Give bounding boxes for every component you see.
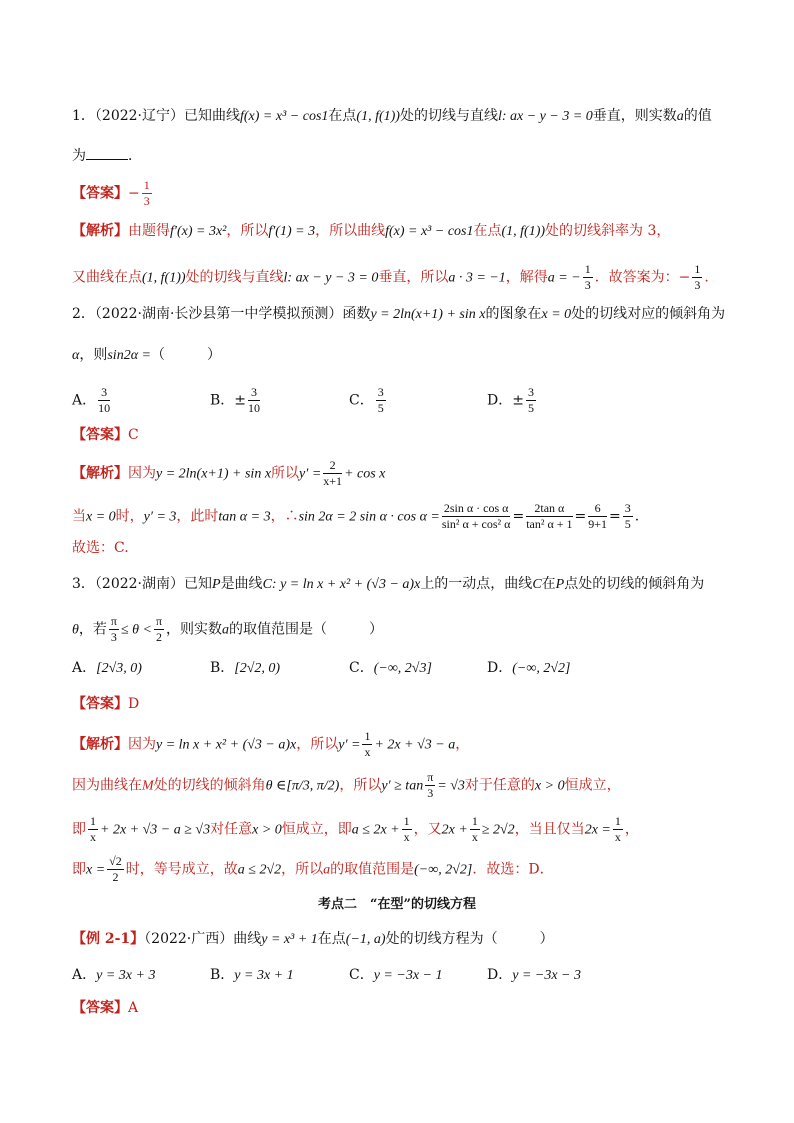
q3-option-b[interactable] [210, 657, 280, 677]
sol-math: x > 0 [534, 778, 565, 794]
option-label: B． [210, 660, 235, 676]
frac-den: 3 [143, 194, 150, 208]
sol-text: ， [624, 821, 639, 838]
frac-den: 5 [377, 401, 384, 415]
sol-math: f′(x) = 3x² [170, 224, 227, 239]
sol-text: ，所以 [296, 736, 339, 753]
frac-num: 2sin α · cos α [443, 501, 509, 515]
q3-text: 的取值范围是（ ） [229, 621, 384, 638]
q3-answer [72, 694, 139, 714]
frac-num: 1 [614, 814, 621, 828]
ex21-line1 [72, 929, 554, 950]
q3-text: ，则实数 [166, 621, 223, 638]
sol-math: (1, f(1)) [501, 224, 546, 239]
option-fraction [526, 385, 536, 416]
option-sign: ± [234, 392, 247, 409]
sol-math: y′ = [338, 737, 361, 753]
sol-math: (−∞, 2√2] [414, 862, 473, 878]
answer-sign: − [128, 185, 140, 202]
sol-text: 即 [72, 861, 86, 878]
q2-option-b[interactable] [210, 385, 262, 416]
frac-num: 3 [624, 501, 631, 515]
sol-text: 时，等号成立，故 [125, 861, 238, 878]
q2-solution-line2 [72, 501, 639, 532]
option-label: D． [487, 967, 513, 983]
sol-math: a · 3 = −1 [448, 270, 506, 286]
q3-ineq: ≤ θ < [120, 622, 152, 638]
frac-num: 2tan α [526, 501, 572, 517]
sol-text: 即 [72, 821, 86, 838]
sol-text: 恒成立，即 [281, 821, 352, 838]
q1-answer-blank [86, 145, 128, 160]
option-value: (−∞, 2√2] [512, 661, 571, 676]
frac-num: 3 [377, 385, 384, 399]
sol-text: ，所以曲线 [315, 223, 386, 239]
sol-text: 因为曲线在 [72, 777, 142, 794]
option-label: D． [487, 392, 513, 409]
q3-text: 点处的切线的倾斜角为 [564, 576, 705, 592]
q2-text: ，则 [79, 347, 108, 363]
frac-den: x [614, 830, 621, 844]
q3-text: ，若 [78, 621, 107, 638]
frac-den: x [471, 830, 478, 844]
sol-text: 又曲线在点 [72, 269, 142, 286]
sol-fraction [425, 770, 435, 801]
q3-solution-line2 [72, 770, 621, 801]
sol-math: a ≤ 2√2 [237, 862, 282, 878]
answer-tag: 【答案】 [72, 1000, 128, 1016]
frac-num: 1 [90, 814, 96, 828]
sol-math: 2x + [441, 822, 468, 838]
sol-math: y = 2ln(x+1) + sin x [156, 466, 272, 482]
frac-num: 1 [143, 178, 150, 192]
sol-text: ，所以 [339, 777, 382, 794]
option-label: A． [72, 660, 97, 676]
sol-math: l: ax − y − 3 = 0 [283, 270, 379, 286]
q1-text: 处的切线与直线 [399, 108, 498, 124]
option-value: (−∞, 2√3] [373, 661, 432, 676]
q2-option-c[interactable] [349, 385, 388, 416]
q3-fraction [154, 614, 164, 645]
option-value: y = 3x + 3 [96, 968, 156, 983]
ex-text: 处的切线方程为（ ） [385, 931, 554, 947]
sol-math: θ ∈ [265, 778, 287, 794]
q1-text: 1．（2022·辽宁）已知曲线 [72, 108, 240, 124]
sol-text: 在点 [473, 223, 502, 239]
sol-math: (1, f(1)) [142, 270, 186, 286]
sol-fraction [470, 814, 480, 845]
frac-num: π [155, 614, 163, 628]
ex21-option-a[interactable] [72, 964, 155, 984]
frac-den: tan² α + 1 [526, 517, 573, 531]
frac-num: 1 [584, 262, 591, 276]
option-sign: ± [512, 392, 524, 409]
frac-den: 5 [527, 401, 534, 415]
sol-text: ，又 [413, 821, 442, 838]
option-fraction [248, 385, 260, 416]
sol-text: 对于任意的 [464, 777, 535, 794]
q2-function: y = 2ln(x+1) + sin x [370, 307, 486, 322]
ex21-answer [72, 998, 138, 1018]
q3-option-a[interactable] [72, 657, 142, 677]
q3-solution-line1 [72, 729, 469, 760]
option-value: [2√3, 0) [96, 661, 142, 676]
sol-math: y′ = 3 [143, 509, 177, 525]
sol-text: . [634, 508, 640, 525]
sol-var: a [323, 862, 331, 878]
q2-line1 [72, 304, 725, 325]
sol-math: y′ ≥ tan [381, 778, 424, 794]
sol-math: x > 0 [252, 822, 282, 838]
ex-text: （2022·广西）曲线 [144, 931, 262, 947]
option-value: y = −3x − 1 [373, 968, 443, 983]
sol-math: a = − [547, 270, 581, 286]
sol-fraction [692, 262, 702, 293]
q2-solution-line3 [72, 538, 129, 558]
sol-equals: = [574, 508, 587, 525]
q2-text: 的图象在 [485, 306, 542, 322]
sol-text: 当 [72, 508, 86, 525]
sol-fraction [402, 814, 412, 845]
sol-math: tan α = 3 [218, 509, 271, 525]
option-label: D． [487, 660, 513, 676]
frac-num: π [427, 770, 434, 784]
sol-text: 处的切线斜率为 3， [545, 223, 671, 239]
q3-var: C [532, 577, 542, 592]
sol-fraction [323, 458, 342, 489]
q2-x: x = 0 [541, 307, 572, 322]
q3-line2 [72, 614, 383, 645]
sol-text: 恒成立， [564, 777, 621, 794]
q3-var: P [555, 577, 565, 592]
frac-den: x [364, 745, 371, 759]
sol-text: ．故答案为：− [594, 269, 691, 286]
sol-text: ．故选：D． [472, 861, 554, 878]
q3-line1 [72, 574, 704, 595]
q3-var: P [212, 577, 221, 592]
q1-line-eq: l: ax − y − 3 = 0 [497, 109, 593, 124]
q3-solution-line3 [72, 814, 639, 845]
q1-line1 [72, 106, 712, 127]
ex-curve: y = x³ + 1 [261, 932, 318, 947]
section-heading: 考点二 “在型”的切线方程 [318, 897, 476, 912]
frac-den: x [90, 830, 96, 844]
frac-num: 3 [248, 385, 260, 401]
q2-text: 2．（2022·湖南·长沙县第一中学模拟预测）函数 [72, 306, 371, 322]
q2-option-a[interactable] [72, 385, 112, 416]
example-tag: 【例 2-1】 [72, 931, 145, 947]
q1-text: 在点 [328, 108, 357, 124]
sol-interval: [π/3, π/2) [286, 778, 340, 794]
sol-math: a ≤ 2x + [351, 822, 400, 838]
sol-text: 因为 [128, 465, 156, 482]
q1-text: 为 [72, 148, 86, 164]
option-label: A． [72, 967, 97, 983]
frac-num: 2 [323, 458, 342, 474]
q3-text: 上的一动点，曲线 [420, 576, 533, 592]
frac-den: 3 [427, 786, 434, 800]
answer-value: A [128, 1000, 139, 1016]
sol-text: 处的切线与直线 [185, 269, 284, 286]
q1-line2 [72, 145, 142, 166]
sol-math: f(x) = x³ − cos1 [385, 224, 474, 239]
q2-solution-line1 [72, 458, 385, 489]
ex21-option-d[interactable] [487, 964, 581, 984]
q2-line2 [72, 345, 221, 366]
frac-num: 1 [694, 262, 701, 276]
sol-text: 因为 [128, 736, 156, 753]
solution-tag: 【解析】 [72, 465, 128, 482]
sol-text: ，所以 [226, 223, 269, 239]
option-label: B． [210, 392, 235, 409]
sol-text: 由题得 [128, 223, 170, 239]
answer-tag: 【答案】 [72, 696, 128, 712]
frac-den: sin² α + cos² α [441, 517, 511, 531]
frac-num: π [110, 614, 117, 628]
sol-text: . [704, 269, 709, 286]
sol-text: 的取值范围是 [330, 861, 415, 878]
sol-fraction [613, 814, 623, 845]
frac-num: 6 [588, 501, 607, 517]
q3-text: 在 [541, 576, 556, 592]
q3-text: 3．（2022·湖南）已知 [72, 576, 212, 592]
sol-equals: = [609, 508, 621, 525]
q3-text: 是曲线 [220, 576, 263, 592]
frac-den: 9+1 [588, 517, 608, 531]
sol-fraction [88, 814, 98, 845]
frac-den: 10 [248, 401, 261, 415]
ex-text: 在点 [317, 931, 346, 947]
sol-text: ， [455, 736, 470, 753]
ex21-option-c[interactable] [349, 964, 443, 984]
sol-text: 处的切线的倾斜角 [153, 777, 266, 794]
q1-solution-line2 [72, 262, 709, 293]
sol-math: ≥ 2√2 [481, 822, 515, 838]
q1-point: (1, f(1)) [356, 109, 400, 124]
sol-math: f′(1) = 3 [268, 224, 316, 239]
q3-theta: θ [72, 622, 79, 638]
answer-tag: 【答案】 [72, 427, 128, 443]
ex-point: (−1, a) [345, 932, 386, 947]
frac-den: 2 [156, 630, 162, 644]
q3-solution-line4 [72, 854, 554, 885]
answer-tag: 【答案】 [72, 185, 128, 202]
option-fraction [98, 385, 110, 416]
sol-text: ，此时 [176, 508, 219, 525]
sol-math: + 2x + √3 − a [374, 737, 456, 753]
q3-fraction [109, 614, 119, 645]
sol-text: 所以 [271, 465, 300, 482]
option-label: C． [349, 392, 374, 409]
frac-num: 3 [98, 385, 110, 401]
sol-fraction [623, 501, 633, 532]
sol-fraction [107, 854, 124, 885]
option-value: y = 3x + 1 [234, 968, 294, 983]
q2-option-d[interactable] [487, 385, 538, 416]
answer-value: D [128, 696, 140, 712]
sol-math: x = 0 [86, 509, 116, 525]
q2-paren: （ ） [151, 347, 221, 363]
q2-text: 处的切线对应的倾斜角为 [571, 306, 726, 322]
frac-num: 1 [471, 814, 478, 828]
ex21-option-b[interactable] [210, 964, 294, 984]
sol-equals: = [512, 508, 525, 525]
frac-den: 2 [112, 870, 119, 884]
frac-num: √2 [109, 854, 122, 868]
sol-text: ，所以 [281, 861, 324, 878]
sol-fraction [583, 262, 593, 293]
sol-text: 垂直，所以 [378, 269, 449, 286]
sol-math: y = ln x + x² + (√3 − a)x [156, 737, 297, 753]
q1-var: a [676, 109, 684, 124]
frac-num: 3 [527, 385, 534, 399]
sol-text: 故选：C. [72, 540, 129, 556]
frac-den: 3 [110, 630, 117, 644]
q1-curve: f(x) = x³ − cos1 [240, 109, 329, 124]
q1-answer [72, 178, 154, 209]
sol-math: + 2x + √3 − a ≥ √3 [100, 822, 211, 838]
sol-text: ，当且仅当 [514, 821, 585, 838]
sol-fraction [442, 501, 511, 532]
frac-den: 10 [98, 401, 111, 415]
q1-solution-line1 [72, 221, 670, 242]
sol-math: + cos x [344, 466, 386, 482]
q1-text: ． [128, 148, 142, 164]
q3-option-d[interactable] [487, 657, 570, 677]
frac-den: 3 [694, 278, 701, 292]
option-label: C． [349, 660, 374, 676]
option-value: y = −3x − 3 [512, 968, 582, 983]
frac-num: 1 [403, 814, 410, 828]
sol-fraction [588, 501, 607, 532]
q3-option-c[interactable] [349, 657, 432, 677]
sol-math: 2x = [584, 822, 611, 838]
sol-math: y′ = [299, 466, 322, 482]
option-label: B． [210, 967, 235, 983]
option-fraction [376, 385, 386, 416]
answer-fraction [142, 178, 152, 209]
sol-fraction [362, 729, 372, 760]
sol-math: sin 2α = 2 sin α · cos α = [298, 509, 440, 525]
frac-den: x [403, 830, 410, 844]
option-value: [2√2, 0) [234, 661, 281, 676]
option-label: C． [349, 967, 374, 983]
sol-text: 对任意 [210, 821, 253, 838]
sol-text: 时， [115, 508, 144, 525]
sol-math: x = [86, 862, 106, 878]
q2-answer [72, 425, 139, 445]
sol-var: M [142, 778, 154, 794]
solution-tag: 【解析】 [72, 736, 128, 753]
solution-tag: 【解析】 [72, 223, 128, 239]
sol-text: ，∴ [270, 508, 299, 525]
frac-den: x+1 [323, 474, 343, 488]
q1-text: 垂直，则实数 [592, 108, 677, 124]
sol-math: = √3 [437, 778, 465, 794]
frac-den: 3 [584, 278, 591, 292]
frac-den: 5 [624, 517, 631, 531]
q2-alpha: α [72, 348, 80, 363]
option-label: A． [72, 392, 97, 409]
q2-expr: sin2α = [107, 348, 151, 363]
answer-value: C [128, 427, 139, 443]
q3-curve: C: y = ln x + x² + (√3 − a)x [262, 577, 421, 592]
q3-var: a [222, 622, 230, 638]
q1-text: 的值 [683, 108, 712, 124]
sol-fraction [526, 501, 572, 532]
frac-num: 1 [364, 729, 371, 743]
sol-text: ，解得 [505, 269, 548, 286]
